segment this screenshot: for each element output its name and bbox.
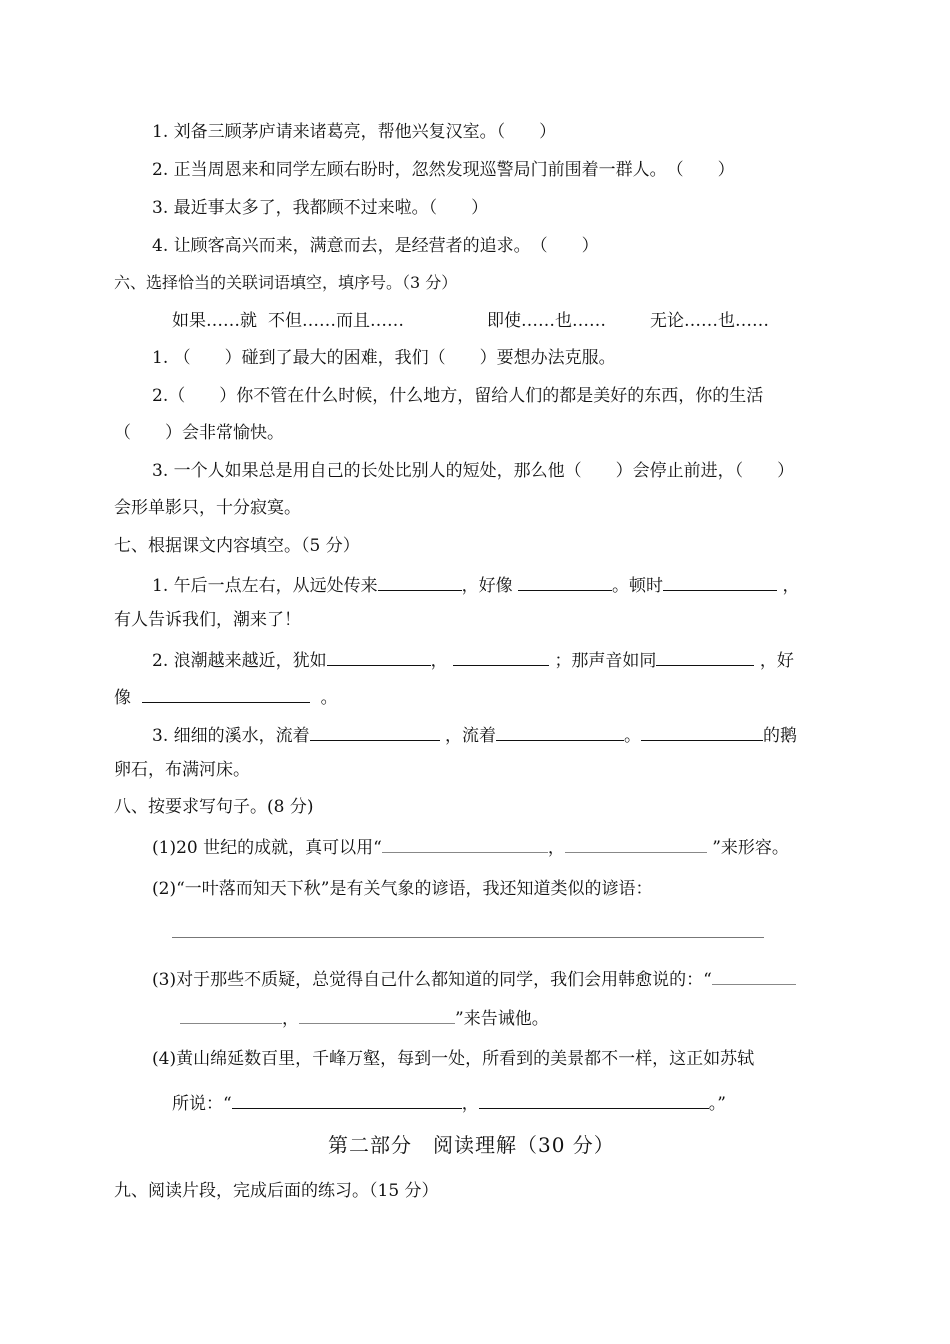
q6-option-2: 不但……而且…… bbox=[268, 311, 404, 331]
q7-i2-text-a: 2. 浪潮越来越近，犹如 bbox=[152, 651, 327, 671]
q7-i3-blank-3[interactable] bbox=[641, 722, 763, 741]
part2-title: 第二部分 阅读理解（30 分） bbox=[328, 1133, 615, 1157]
q8-s1-text-c: ”来形容。 bbox=[712, 838, 789, 858]
q8-s4-blank-2[interactable] bbox=[479, 1090, 709, 1109]
q8-s4-blank-1[interactable] bbox=[232, 1090, 462, 1109]
q8-s1-blank-2[interactable] bbox=[565, 834, 707, 853]
q7-item-1-line2: 有人告诉我们，潮来了！ bbox=[114, 610, 301, 630]
q8-s1-text-a: (1)20 世纪的成就，真可以用“ bbox=[152, 838, 382, 858]
q7-i2-blank-3[interactable] bbox=[656, 647, 754, 666]
q6-item-2-line1: 2.（ ）你不管在什么时候，什么地方，留给人们的都是美好的东西，你的生活 bbox=[152, 386, 764, 406]
q9-heading: 九、阅读片段，完成后面的练习。（15 分） bbox=[114, 1181, 439, 1201]
q8-s2: (2)“一叶落而知天下秋”是有关气象的谚语，我还知道类似的谚语： bbox=[152, 879, 653, 899]
q8-s3-blank-2[interactable] bbox=[180, 1005, 282, 1024]
q6-item-3-line2: 会形单影只，十分寂寞。 bbox=[114, 498, 301, 518]
q7-i1-blank-1[interactable] bbox=[378, 572, 462, 591]
q7-i1-text-a: 1. 午后一点左右，从远处传来 bbox=[152, 576, 378, 596]
q7-i3-text-a: 3. 细细的溪水，流着 bbox=[152, 726, 310, 746]
q5-item-2: 2. 正当周恩来和同学左顾右盼时，忽然发现巡警局门前围着一群人。 （ ） bbox=[152, 160, 735, 180]
q7-item-2-line2 bbox=[114, 684, 338, 709]
q8-s1 bbox=[152, 834, 789, 859]
q6-item-1: 1. （ ）碰到了最大的困难，我们（ ）要想办法克服。 bbox=[152, 348, 616, 368]
q7-i2-text-e: 像 bbox=[114, 688, 131, 708]
q8-s4-text-b: 所说：“ bbox=[172, 1094, 232, 1114]
q6-heading: 六、选择恰当的关联词语填空，填序号。（3 分） bbox=[114, 273, 458, 292]
q7-i3-blank-2[interactable] bbox=[496, 722, 624, 741]
q6-item-2-line2: （ ）会非常愉快。 bbox=[114, 423, 284, 443]
q7-heading: 七、根据课文内容填空。（5 分） bbox=[114, 536, 360, 556]
q5-item-4: 4. 让顾客高兴而来，满意而去，是经营者的追求。 （ ） bbox=[152, 236, 599, 256]
q7-i3-text-d: 的鹅 bbox=[763, 726, 798, 746]
q6-option-1: 如果……就 bbox=[172, 311, 257, 331]
q6-option-3: 即使……也…… bbox=[487, 311, 606, 331]
q8-s4-line2 bbox=[172, 1090, 726, 1115]
q8-s4-line1: (4)黄山绵延数百里，千峰万壑，每到一处，所看到的美景都不一样，这正如苏轼 bbox=[152, 1049, 755, 1069]
q7-i2-text-f: 。 bbox=[320, 688, 338, 708]
q7-i1-text-c: 。顿时 bbox=[612, 576, 664, 596]
q7-i1-blank-2[interactable] bbox=[518, 572, 612, 591]
q8-s3-text-c: ”来告诫他。 bbox=[455, 1009, 549, 1029]
q7-i3-text-c: 。 bbox=[624, 726, 642, 746]
q6-item-3-line1: 3. 一个人如果总是用自己的长处比别人的短处，那么他（ ）会停止前进，（ ） bbox=[152, 461, 795, 481]
q7-item-2-line1 bbox=[152, 647, 794, 672]
q8-s2-answer-line[interactable] bbox=[172, 937, 764, 938]
q5-item-1: 1. 刘备三顾茅庐请来诸葛亮，帮他兴复汉室。（ ） bbox=[152, 122, 557, 142]
q7-i1-text-d: ， bbox=[782, 576, 800, 596]
q5-item-3: 3. 最近事太多了，我都顾不过来啦。（ ） bbox=[152, 198, 489, 218]
q8-heading: 八、按要求写句子。(8 分) bbox=[114, 797, 314, 817]
q7-item-3-line1 bbox=[152, 722, 797, 747]
q7-i2-blank-2[interactable] bbox=[453, 647, 549, 666]
q8-s3-text-b: ， bbox=[282, 1009, 299, 1029]
q7-i1-text-b: ，好像 bbox=[461, 576, 513, 596]
q7-i2-blank-4[interactable] bbox=[142, 684, 310, 703]
q7-item-1-line1 bbox=[152, 572, 799, 597]
q8-s3-blank-1[interactable] bbox=[712, 966, 796, 985]
q8-s4-text-d: 。” bbox=[708, 1094, 726, 1114]
q8-s3-line2 bbox=[180, 1005, 549, 1030]
q7-i3-blank-1[interactable] bbox=[310, 722, 440, 741]
q7-i2-text-b: ， bbox=[430, 651, 448, 671]
q7-i1-blank-3[interactable] bbox=[663, 572, 777, 591]
q8-s3-blank-3[interactable] bbox=[299, 1005, 455, 1024]
q8-s3-line1 bbox=[152, 966, 796, 991]
q7-item-3-line2: 卵石，布满河床。 bbox=[114, 760, 250, 780]
q7-i3-text-b: ，流着 bbox=[445, 726, 497, 746]
q6-option-4: 无论……也…… bbox=[650, 311, 769, 331]
q8-s3-text-a: (3)对于那些不质疑，总觉得自己什么都知道的同学，我们会用韩愈说的：“ bbox=[152, 970, 712, 990]
q8-s1-blank-1[interactable] bbox=[382, 834, 548, 853]
q7-i2-blank-1[interactable] bbox=[327, 647, 431, 666]
q8-s4-text-c: ， bbox=[461, 1094, 479, 1114]
q7-i2-text-c: ；那声音如同 bbox=[554, 651, 657, 671]
q8-s1-text-b: ， bbox=[547, 838, 565, 858]
q7-i2-text-d: ，好 bbox=[759, 651, 794, 671]
